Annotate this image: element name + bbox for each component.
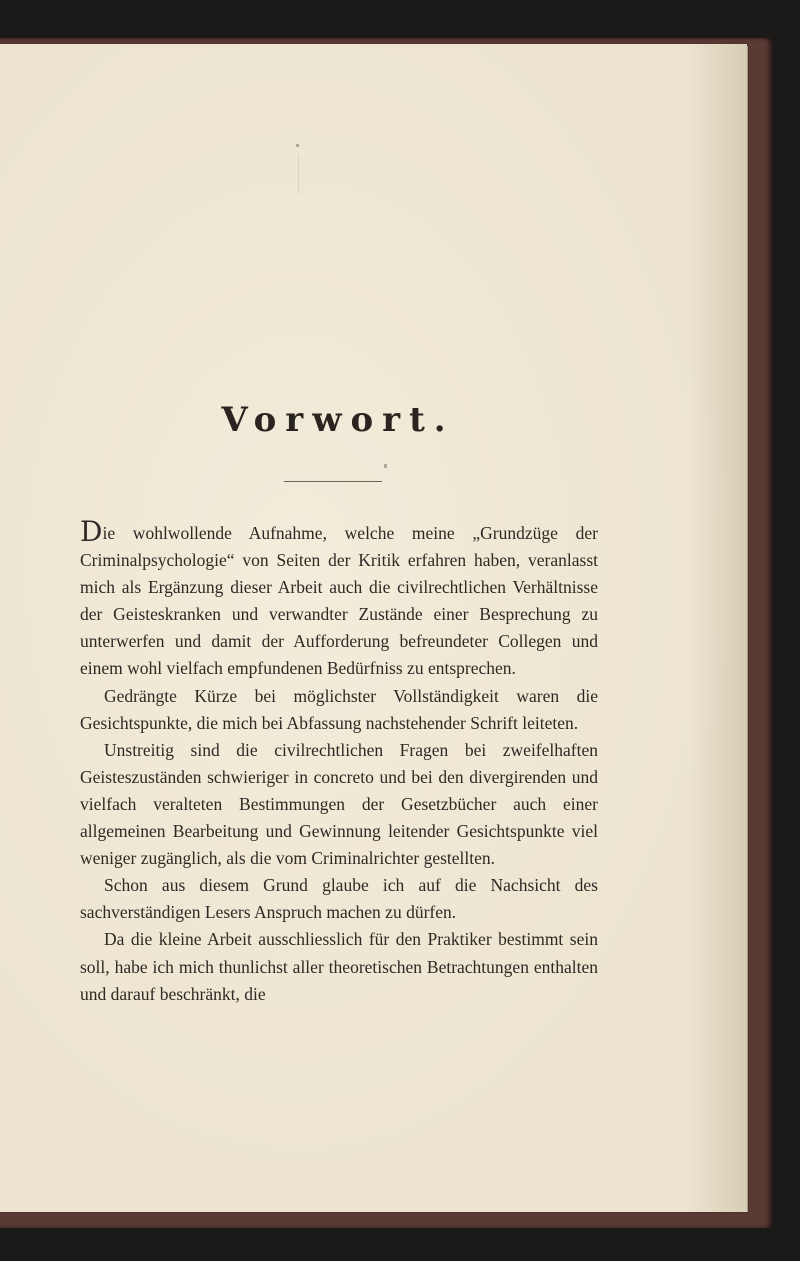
stray-ink-mark	[296, 144, 299, 147]
drop-capital: D	[80, 515, 103, 548]
preface-text	[80, 515, 598, 1008]
paragraph-text: ie wohlwollende Aufnahme, welche meine „Grundzüge der Criminalpsychologie“ von Seiten der Kritik erfahren haben, veranlasst mich als Ergänzung dieser Arbeit auch die civilrechtlichen Verhältnisse der Geisteskranken und verwandter Zustände einer Besprechung zu unterwerfen und damit der Aufforderung befreundeter Collegen und einem wohl vielfach empfundenen Bedürfniss zu entsprechen.	[80, 523, 598, 679]
paragraph-5: Da die kleine Arbeit ausschliesslich für den Praktiker bestimmt sein soll, habe ich mich thunlichst aller theoretischen Betrachtungen enthalten und darauf beschränkt, die	[80, 929, 598, 1004]
paragraph-4: Schon aus diesem Grund glaube ich auf die Nachsicht des sachverständigen Lesers Anspruch machen zu dürfen.	[80, 875, 598, 923]
paragraph-2: Gedrängte Kürze bei möglichster Vollständigkeit waren die Gesichtspunkte, die mich bei Abfassung nachstehender Schrift leiteten.	[80, 685, 598, 733]
paragraph-3: Unstreitig sind die civilrechtlichen Fragen bei zweifelhaften Geisteszuständen schwieriger in concreto und bei den divergirenden und vielfach veralteten Bestimmungen der Gesetzbücher auch einer allgemeinen Bearbeitung und Gewinnung leitender Gesichtspunkte viel weniger zugänglich, als die vom Criminalrichter gestellten.	[80, 739, 598, 869]
stray-ink-mark	[384, 464, 387, 468]
page-title: Vorwort.	[221, 400, 455, 440]
book-page	[0, 44, 747, 1212]
title-divider	[284, 481, 382, 482]
stray-ink-mark	[298, 154, 299, 194]
paragraph-1	[80, 515, 598, 683]
